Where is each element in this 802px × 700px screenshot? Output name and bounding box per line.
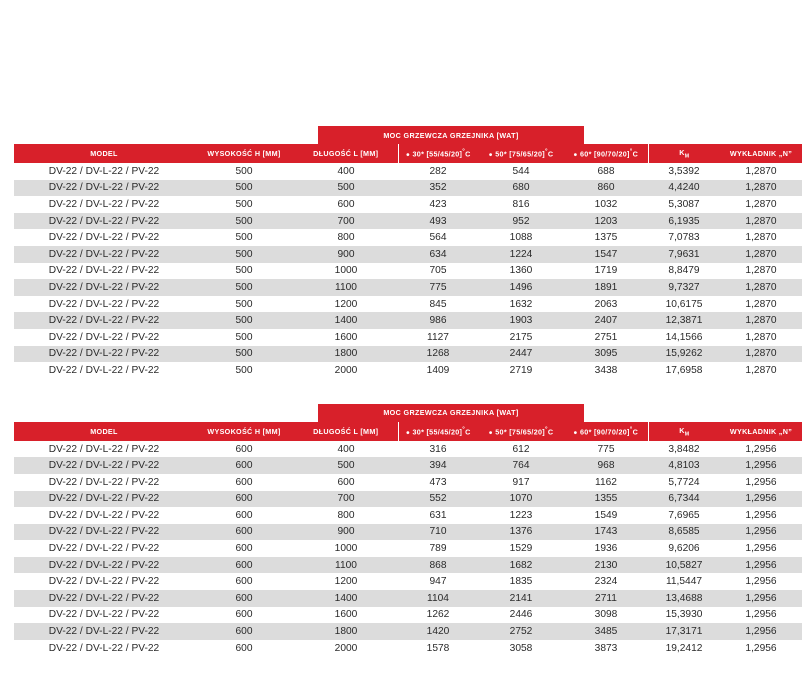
cell-length: 900 [294, 524, 398, 541]
cell-length: 400 [294, 163, 398, 180]
col-header-power-50: ● 50* [75/65/20]°C [478, 144, 564, 163]
cell-height: 500 [194, 180, 294, 197]
table-row [14, 279, 802, 296]
cell-power-50: 544 [478, 163, 564, 180]
cell-exponent-n: 1,2870 [720, 229, 802, 246]
col-header-height: WYSOKOŚĆ H [MM] [194, 144, 294, 163]
cell-height: 600 [194, 557, 294, 574]
table-row [14, 607, 802, 624]
cell-model: DV-22 / DV-L-22 / PV-22 [14, 329, 194, 346]
cell-exponent-n: 1,2870 [720, 279, 802, 296]
cell-model: DV-22 / DV-L-22 / PV-22 [14, 196, 194, 213]
cell-exponent-n: 1,2870 [720, 362, 802, 379]
cell-power-60: 3098 [564, 607, 648, 624]
table-row [14, 640, 802, 657]
cell-model: DV-22 / DV-L-22 / PV-22 [14, 346, 194, 363]
cell-model: DV-22 / DV-L-22 / PV-22 [14, 474, 194, 491]
table-head-600 [14, 422, 802, 441]
cell-km: 9,7327 [648, 279, 720, 296]
cell-km: 4,8103 [648, 457, 720, 474]
cell-power-30: 947 [398, 573, 478, 590]
cell-model: DV-22 / DV-L-22 / PV-22 [14, 507, 194, 524]
cell-power-50: 2719 [478, 362, 564, 379]
cell-power-30: 1268 [398, 346, 478, 363]
cell-km: 3,5392 [648, 163, 720, 180]
cell-height: 600 [194, 524, 294, 541]
table-row [14, 329, 802, 346]
cell-model: DV-22 / DV-L-22 / PV-22 [14, 524, 194, 541]
table-row [14, 457, 802, 474]
cell-exponent-n: 1,2870 [720, 246, 802, 263]
cell-km: 9,6206 [648, 540, 720, 557]
table-row [14, 524, 802, 541]
cell-height: 600 [194, 540, 294, 557]
cell-length: 1200 [294, 573, 398, 590]
cell-model: DV-22 / DV-L-22 / PV-22 [14, 557, 194, 574]
cell-power-50: 816 [478, 196, 564, 213]
cell-power-60: 2063 [564, 296, 648, 313]
cell-model: DV-22 / DV-L-22 / PV-22 [14, 279, 194, 296]
cell-power-50: 917 [478, 474, 564, 491]
cell-power-50: 1376 [478, 524, 564, 541]
cell-power-60: 1549 [564, 507, 648, 524]
cell-height: 500 [194, 246, 294, 263]
cell-exponent-n: 1,2870 [720, 196, 802, 213]
cell-power-30: 1127 [398, 329, 478, 346]
cell-exponent-n: 1,2956 [720, 457, 802, 474]
table-gap [14, 379, 686, 404]
cell-exponent-n: 1,2956 [720, 623, 802, 640]
cell-power-50: 1223 [478, 507, 564, 524]
cell-power-60: 1547 [564, 246, 648, 263]
cell-length: 800 [294, 507, 398, 524]
cell-exponent-n: 1,2870 [720, 346, 802, 363]
table-head-500 [14, 144, 802, 163]
cell-power-60: 3438 [564, 362, 648, 379]
cell-model: DV-22 / DV-L-22 / PV-22 [14, 607, 194, 624]
cell-km: 17,3171 [648, 623, 720, 640]
cell-power-50: 680 [478, 180, 564, 197]
cell-exponent-n: 1,2956 [720, 557, 802, 574]
data-table-500 [14, 144, 802, 379]
cell-model: DV-22 / DV-L-22 / PV-22 [14, 441, 194, 458]
cell-power-60: 3485 [564, 623, 648, 640]
cell-power-30: 352 [398, 180, 478, 197]
cell-power-30: 1409 [398, 362, 478, 379]
cell-power-50: 1632 [478, 296, 564, 313]
merged-header-banner-600: MOC GRZEWCZA GRZEJNIKA [WAT] [318, 404, 584, 422]
cell-power-50: 1903 [478, 312, 564, 329]
col-header-length: DŁUGOŚĆ L [MM] [294, 144, 398, 163]
cell-length: 1400 [294, 590, 398, 607]
cell-exponent-n: 1,2870 [720, 329, 802, 346]
cell-exponent-n: 1,2870 [720, 213, 802, 230]
cell-model: DV-22 / DV-L-22 / PV-22 [14, 163, 194, 180]
cell-km: 3,8482 [648, 441, 720, 458]
cell-power-60: 1891 [564, 279, 648, 296]
table-row [14, 263, 802, 280]
cell-power-30: 564 [398, 229, 478, 246]
cell-power-60: 1032 [564, 196, 648, 213]
cell-model: DV-22 / DV-L-22 / PV-22 [14, 263, 194, 280]
cell-power-30: 394 [398, 457, 478, 474]
cell-power-30: 634 [398, 246, 478, 263]
cell-height: 600 [194, 491, 294, 508]
cell-length: 1400 [294, 312, 398, 329]
cell-length: 2000 [294, 640, 398, 657]
cell-model: DV-22 / DV-L-22 / PV-22 [14, 573, 194, 590]
cell-exponent-n: 1,2956 [720, 524, 802, 541]
cell-power-30: 552 [398, 491, 478, 508]
cell-power-60: 2130 [564, 557, 648, 574]
cell-km: 8,6585 [648, 524, 720, 541]
cell-power-30: 868 [398, 557, 478, 574]
cell-length: 800 [294, 229, 398, 246]
cell-power-50: 2175 [478, 329, 564, 346]
cell-length: 700 [294, 213, 398, 230]
cell-power-60: 775 [564, 441, 648, 458]
cell-height: 600 [194, 507, 294, 524]
cell-power-60: 1375 [564, 229, 648, 246]
cell-exponent-n: 1,2956 [720, 640, 802, 657]
cell-exponent-n: 1,2870 [720, 263, 802, 280]
cell-power-50: 3058 [478, 640, 564, 657]
cell-model: DV-22 / DV-L-22 / PV-22 [14, 312, 194, 329]
cell-power-50: 1224 [478, 246, 564, 263]
cell-model: DV-22 / DV-L-22 / PV-22 [14, 246, 194, 263]
cell-km: 11,5447 [648, 573, 720, 590]
cell-model: DV-22 / DV-L-22 / PV-22 [14, 640, 194, 657]
cell-power-50: 1529 [478, 540, 564, 557]
cell-height: 600 [194, 573, 294, 590]
col-header-model: MODEL [14, 422, 194, 441]
cell-model: DV-22 / DV-L-22 / PV-22 [14, 296, 194, 313]
cell-power-50: 1088 [478, 229, 564, 246]
cell-power-50: 2752 [478, 623, 564, 640]
cell-km: 5,7724 [648, 474, 720, 491]
table-row [14, 362, 802, 379]
cell-height: 500 [194, 263, 294, 280]
cell-length: 600 [294, 474, 398, 491]
table-row [14, 573, 802, 590]
cell-power-60: 1203 [564, 213, 648, 230]
cell-length: 1800 [294, 346, 398, 363]
cell-power-30: 1420 [398, 623, 478, 640]
cell-length: 500 [294, 180, 398, 197]
cell-power-50: 2446 [478, 607, 564, 624]
cell-exponent-n: 1,2870 [720, 296, 802, 313]
col-header-exponent-n: WYKŁADNIK „N” [720, 144, 802, 163]
cell-length: 1000 [294, 540, 398, 557]
cell-length: 600 [294, 196, 398, 213]
cell-length: 700 [294, 491, 398, 508]
cell-power-30: 986 [398, 312, 478, 329]
cell-height: 500 [194, 279, 294, 296]
cell-height: 600 [194, 590, 294, 607]
cell-power-50: 1360 [478, 263, 564, 280]
cell-model: DV-22 / DV-L-22 / PV-22 [14, 457, 194, 474]
table-row [14, 196, 802, 213]
table-body-500 [14, 163, 802, 379]
col-header-power-60: ● 60* [90/70/20]°C [564, 422, 648, 441]
cell-model: DV-22 / DV-L-22 / PV-22 [14, 623, 194, 640]
cell-length: 400 [294, 441, 398, 458]
col-header-model: MODEL [14, 144, 194, 163]
cell-power-30: 1104 [398, 590, 478, 607]
cell-power-50: 2447 [478, 346, 564, 363]
table-row [14, 557, 802, 574]
cell-height: 600 [194, 441, 294, 458]
merged-header-banner-500: MOC GRZEWCZA GRZEJNIKA [WAT] [318, 126, 584, 144]
top-spacer [14, 0, 686, 126]
cell-exponent-n: 1,2870 [720, 312, 802, 329]
col-header-power-30: ● 30* [55/45/20]°C [398, 422, 478, 441]
table-row [14, 213, 802, 230]
cell-km: 4,4240 [648, 180, 720, 197]
cell-power-60: 2324 [564, 573, 648, 590]
cell-exponent-n: 1,2870 [720, 180, 802, 197]
table-row [14, 163, 802, 180]
table-row [14, 474, 802, 491]
table-row [14, 296, 802, 313]
table-row [14, 590, 802, 607]
cell-power-50: 1496 [478, 279, 564, 296]
table-row [14, 623, 802, 640]
cell-length: 1200 [294, 296, 398, 313]
cell-km: 10,6175 [648, 296, 720, 313]
cell-power-60: 860 [564, 180, 648, 197]
cell-height: 500 [194, 296, 294, 313]
cell-power-60: 3873 [564, 640, 648, 657]
cell-power-50: 2141 [478, 590, 564, 607]
cell-model: DV-22 / DV-L-22 / PV-22 [14, 213, 194, 230]
power-table-500 [14, 126, 793, 379]
cell-power-60: 2711 [564, 590, 648, 607]
power-table-600 [14, 404, 793, 657]
cell-height: 500 [194, 329, 294, 346]
table-row [14, 441, 802, 458]
col-header-exponent-n: WYKŁADNIK „N” [720, 422, 802, 441]
cell-power-30: 775 [398, 279, 478, 296]
header-row-500 [14, 144, 802, 163]
cell-km: 6,1935 [648, 213, 720, 230]
cell-km: 17,6958 [648, 362, 720, 379]
cell-length: 500 [294, 457, 398, 474]
cell-exponent-n: 1,2956 [720, 474, 802, 491]
cell-height: 600 [194, 623, 294, 640]
table-row [14, 507, 802, 524]
col-header-km: $K_M$ [648, 422, 720, 441]
col-header-power-50: ● 50* [75/65/20]°C [478, 422, 564, 441]
table-row [14, 229, 802, 246]
cell-km: 7,9631 [648, 246, 720, 263]
cell-height: 500 [194, 229, 294, 246]
cell-exponent-n: 1,2870 [720, 163, 802, 180]
data-table-600 [14, 422, 802, 657]
cell-height: 500 [194, 362, 294, 379]
cell-power-60: 2407 [564, 312, 648, 329]
cell-power-50: 1682 [478, 557, 564, 574]
cell-exponent-n: 1,2956 [720, 540, 802, 557]
cell-power-50: 1835 [478, 573, 564, 590]
cell-km: 8,8479 [648, 263, 720, 280]
cell-height: 500 [194, 196, 294, 213]
cell-km: 15,3930 [648, 607, 720, 624]
cell-length: 1600 [294, 329, 398, 346]
cell-km: 5,3087 [648, 196, 720, 213]
table-row [14, 346, 802, 363]
cell-height: 500 [194, 213, 294, 230]
cell-length: 1100 [294, 279, 398, 296]
cell-exponent-n: 1,2956 [720, 491, 802, 508]
cell-power-60: 1355 [564, 491, 648, 508]
col-header-km: $K_M$ [648, 144, 720, 163]
cell-km: 7,6965 [648, 507, 720, 524]
cell-power-30: 423 [398, 196, 478, 213]
cell-km: 15,9262 [648, 346, 720, 363]
cell-model: DV-22 / DV-L-22 / PV-22 [14, 540, 194, 557]
cell-length: 1800 [294, 623, 398, 640]
table-body-600 [14, 441, 802, 657]
cell-power-30: 493 [398, 213, 478, 230]
cell-power-30: 705 [398, 263, 478, 280]
cell-exponent-n: 1,2956 [720, 607, 802, 624]
cell-model: DV-22 / DV-L-22 / PV-22 [14, 229, 194, 246]
cell-model: DV-22 / DV-L-22 / PV-22 [14, 590, 194, 607]
col-header-power-30: ● 30* [55/45/20]°C [398, 144, 478, 163]
cell-exponent-n: 1,2956 [720, 441, 802, 458]
table-row [14, 491, 802, 508]
cell-power-30: 710 [398, 524, 478, 541]
cell-power-60: 1719 [564, 263, 648, 280]
cell-power-50: 1070 [478, 491, 564, 508]
cell-height: 500 [194, 163, 294, 180]
cell-model: DV-22 / DV-L-22 / PV-22 [14, 180, 194, 197]
table-row [14, 312, 802, 329]
header-row-600 [14, 422, 802, 441]
cell-power-30: 1262 [398, 607, 478, 624]
cell-power-60: 1936 [564, 540, 648, 557]
cell-power-60: 3095 [564, 346, 648, 363]
cell-power-60: 688 [564, 163, 648, 180]
col-header-length: DŁUGOŚĆ L [MM] [294, 422, 398, 441]
cell-km: 14,1566 [648, 329, 720, 346]
cell-power-50: 952 [478, 213, 564, 230]
cell-power-30: 631 [398, 507, 478, 524]
cell-power-30: 789 [398, 540, 478, 557]
cell-power-50: 764 [478, 457, 564, 474]
cell-km: 19,2412 [648, 640, 720, 657]
cell-power-60: 1162 [564, 474, 648, 491]
cell-height: 500 [194, 346, 294, 363]
cell-power-30: 316 [398, 441, 478, 458]
cell-height: 600 [194, 474, 294, 491]
cell-power-60: 1743 [564, 524, 648, 541]
cell-power-30: 473 [398, 474, 478, 491]
cell-power-30: 282 [398, 163, 478, 180]
cell-power-30: 845 [398, 296, 478, 313]
cell-exponent-n: 1,2956 [720, 507, 802, 524]
cell-km: 7,0783 [648, 229, 720, 246]
cell-length: 1100 [294, 557, 398, 574]
cell-km: 12,3871 [648, 312, 720, 329]
cell-length: 2000 [294, 362, 398, 379]
cell-model: DV-22 / DV-L-22 / PV-22 [14, 491, 194, 508]
cell-model: DV-22 / DV-L-22 / PV-22 [14, 362, 194, 379]
cell-km: 6,7344 [648, 491, 720, 508]
cell-height: 600 [194, 607, 294, 624]
table-row [14, 246, 802, 263]
cell-length: 1600 [294, 607, 398, 624]
cell-exponent-n: 1,2956 [720, 573, 802, 590]
cell-height: 600 [194, 640, 294, 657]
cell-exponent-n: 1,2956 [720, 590, 802, 607]
cell-power-30: 1578 [398, 640, 478, 657]
cell-power-60: 2751 [564, 329, 648, 346]
table-row [14, 180, 802, 197]
cell-length: 1000 [294, 263, 398, 280]
cell-km: 10,5827 [648, 557, 720, 574]
cell-height: 500 [194, 312, 294, 329]
cell-power-50: 612 [478, 441, 564, 458]
merged-header-row-600 [14, 404, 686, 422]
col-header-height: WYSOKOŚĆ H [MM] [194, 422, 294, 441]
table-row [14, 540, 802, 557]
col-header-power-60: ● 60* [90/70/20]°C [564, 144, 648, 163]
cell-length: 900 [294, 246, 398, 263]
merged-header-row-500 [14, 126, 686, 144]
cell-power-60: 968 [564, 457, 648, 474]
cell-km: 13,4688 [648, 590, 720, 607]
cell-height: 600 [194, 457, 294, 474]
